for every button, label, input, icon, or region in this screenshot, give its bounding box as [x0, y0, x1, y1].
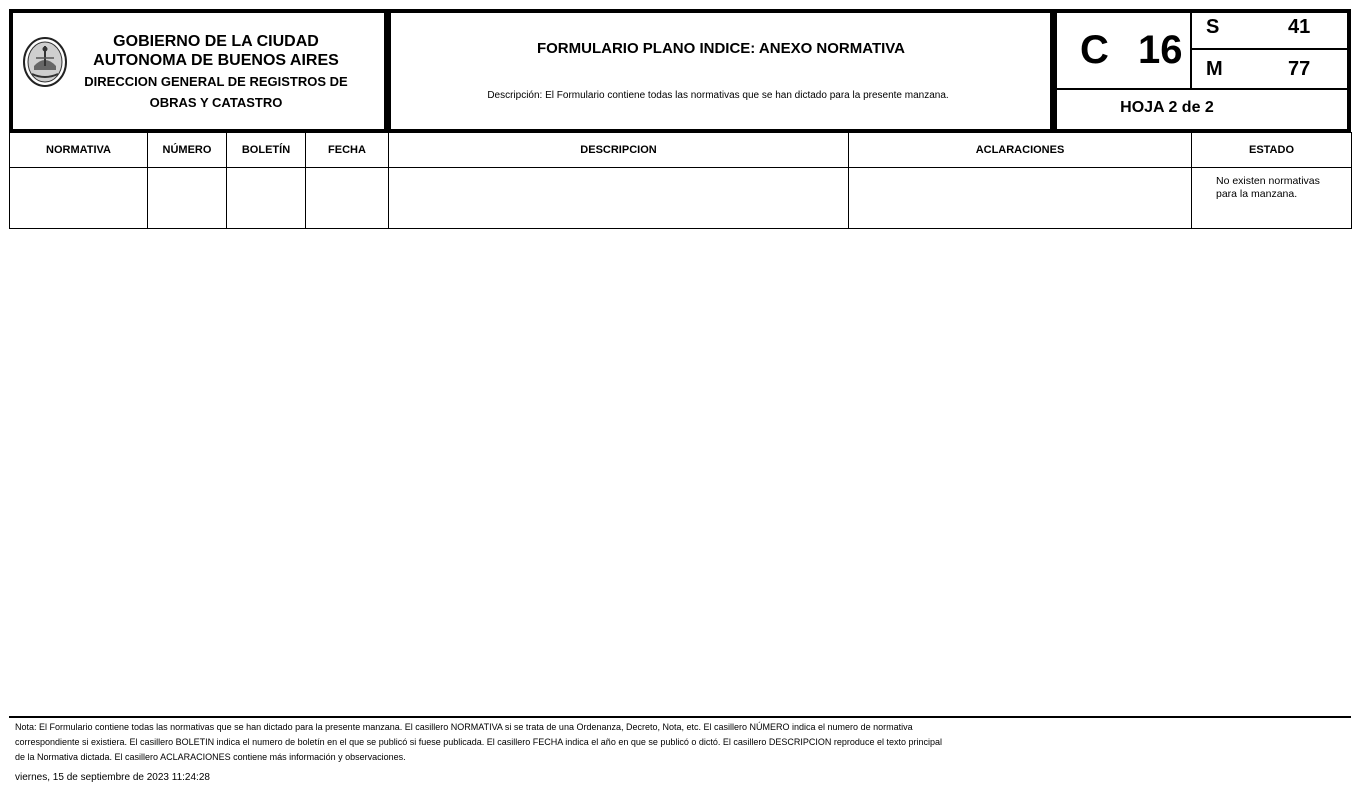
footer-note-line: de la Normativa dictada. El casillero ACLARACIONES contiene más información y observaciones. — [15, 752, 406, 762]
cell-descripcion — [389, 168, 849, 229]
column-header-normativa: NORMATIVA — [10, 133, 148, 168]
print-timestamp: viernes, 15 de septiembre de 2023 11:24:28 — [15, 772, 210, 783]
directorate-title-line: OBRAS Y CATASTRO — [149, 95, 283, 110]
column-header-descripcion: DESCRIPCION — [389, 133, 849, 168]
cell-aclaraciones — [849, 168, 1192, 229]
footer-note — [15, 720, 1035, 765]
table-header-row — [10, 133, 1352, 168]
header-divider — [384, 9, 391, 133]
header-divider — [1057, 88, 1347, 90]
cell-numero — [148, 168, 227, 229]
normativa-table — [9, 132, 1352, 229]
seccion-value: 41 — [1288, 16, 1311, 38]
column-header-boletin: BOLETÍN — [227, 133, 306, 168]
circunscripcion-label: C — [1080, 28, 1109, 72]
cell-normativa — [10, 168, 148, 229]
form-title: FORMULARIO PLANO INDICE: ANEXO NORMATIVA — [536, 40, 906, 57]
table-row — [10, 168, 1352, 229]
seccion-label: S — [1206, 16, 1220, 38]
column-header-numero: NÚMERO — [148, 133, 227, 168]
footer-divider — [9, 716, 1351, 718]
city-coat-of-arms-icon — [22, 36, 68, 88]
government-title-line: GOBIERNO DE LA CIUDAD — [113, 33, 319, 50]
directorate-title — [68, 71, 364, 113]
footer-note-line: Nota: El Formulario contiene todas las normativas que se han dictado para la presente manzana. El casillero NORMATIVA si se trata de una Ordenanza, Decreto, Nota, etc. El casillero NÚMERO indica el numero de normativa — [15, 722, 913, 732]
form-description: Descripción: El Formulario contiene todas las normativas que se han dictado para la presente manzana. — [487, 90, 949, 101]
header-divider — [1192, 48, 1347, 50]
column-header-fecha: FECHA — [306, 133, 389, 168]
manzana-value: 77 — [1288, 58, 1311, 80]
estado-text: No existen normativas para la manzana. — [1216, 175, 1320, 200]
column-header-estado: ESTADO — [1192, 133, 1352, 168]
sheet-number: HOJA 2 de 2 — [1120, 99, 1214, 116]
circunscripcion-value: 16 — [1138, 28, 1183, 72]
column-header-aclaraciones: ACLARACIONES — [849, 133, 1192, 168]
government-title — [70, 32, 362, 70]
government-title-line: AUTONOMA DE BUENOS AIRES — [93, 52, 339, 69]
cell-estado — [1192, 168, 1352, 229]
cell-boletin — [227, 168, 306, 229]
directorate-title-line: DIRECCION GENERAL DE REGISTROS DE — [84, 74, 348, 89]
footer-note-line: correspondiente si existiera. El casillero BOLETIN indica el numero de boletín en el que se publicó si fuese publicada. El casillero FECHA indica el año en que se publicó o dictó. El casillero DESCRIPCION reproduce el texto principal — [15, 737, 942, 747]
cell-fecha — [306, 168, 389, 229]
manzana-label: M — [1206, 58, 1223, 80]
header-divider — [1050, 9, 1057, 133]
